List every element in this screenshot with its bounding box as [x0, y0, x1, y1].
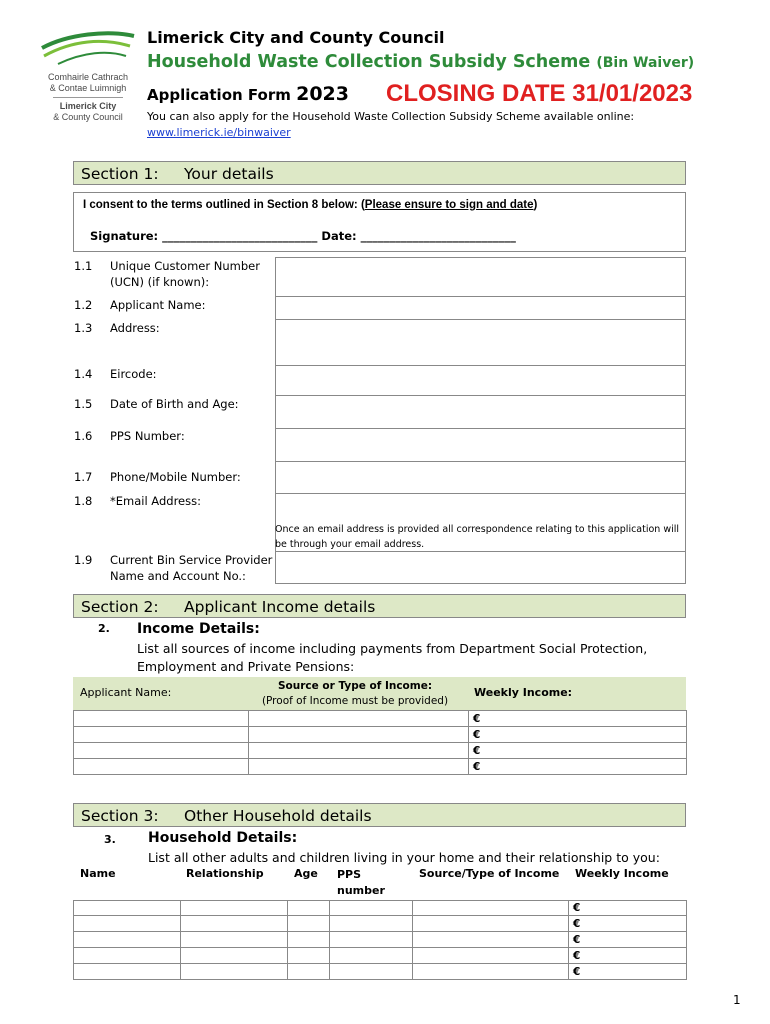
- bin-provider-label: [110, 552, 272, 584]
- bin-provider-input[interactable]: [275, 551, 686, 584]
- section1-number: Section 1:: [81, 165, 159, 183]
- table-cell[interactable]: €: [569, 948, 687, 964]
- field-number: 1.9: [74, 553, 93, 567]
- table-cell[interactable]: [330, 932, 413, 948]
- income-details-title: Income Details:: [137, 621, 260, 637]
- table-cell[interactable]: [288, 964, 330, 980]
- logo-text-english-1: Limerick City: [59, 101, 117, 111]
- section3-number: Section 3:: [81, 807, 159, 825]
- section3-header: [73, 803, 686, 827]
- table-row: [74, 964, 687, 980]
- address-input[interactable]: [275, 319, 686, 366]
- table-cell[interactable]: €: [569, 916, 687, 932]
- col-name: Name: [80, 867, 116, 880]
- col-age: Age: [294, 867, 318, 880]
- address-label: Address:: [110, 321, 160, 335]
- table-row: [74, 932, 687, 948]
- col-weekly: Weekly Income: [575, 867, 669, 880]
- table-cell[interactable]: [330, 964, 413, 980]
- table-cell[interactable]: [413, 916, 569, 932]
- table-cell[interactable]: [249, 759, 469, 775]
- table-cell[interactable]: [288, 901, 330, 916]
- table-row: [74, 948, 687, 964]
- table-cell[interactable]: [74, 932, 181, 948]
- table-cell[interactable]: [181, 948, 288, 964]
- email-label: *Email Address:: [110, 494, 201, 508]
- table-cell[interactable]: [330, 901, 413, 916]
- table-cell[interactable]: [288, 948, 330, 964]
- table-cell[interactable]: [74, 901, 181, 916]
- col-applicant-name: Applicant Name:: [80, 686, 172, 699]
- online-apply-text: You can also apply for the Household Waste Collection Subsidy Scheme available online:: [147, 110, 635, 123]
- table-cell[interactable]: [249, 743, 469, 759]
- field-number: 1.8: [74, 494, 93, 508]
- table-cell[interactable]: [74, 759, 249, 775]
- table-cell[interactable]: [181, 932, 288, 948]
- table-cell[interactable]: [74, 727, 249, 743]
- section1-title: Your details: [184, 165, 274, 183]
- table-row: [74, 916, 687, 932]
- income-description: List all sources of income including payments from Department Social Protection, Employment and Private Pensions:: [137, 641, 648, 674]
- table-cell[interactable]: [74, 743, 249, 759]
- council-name: Limerick City and County Council: [147, 28, 445, 47]
- dob-age-input[interactable]: [275, 395, 686, 429]
- field-number: 1.6: [74, 429, 93, 443]
- closing-date: CLOSING DATE 31/01/2023: [386, 80, 693, 107]
- consent-text: I consent to the terms outlined in Section 8 below: (: [83, 199, 365, 211]
- email-note: Once an email address is provided all correspondence relating to this application will be through your email address.: [275, 524, 680, 550]
- ucn-label-line1: Unique Customer Number: [110, 259, 260, 273]
- table-cell[interactable]: €: [469, 759, 687, 775]
- col-pps-number: PPS number: [337, 868, 385, 897]
- table-cell[interactable]: [249, 727, 469, 743]
- consent-statement: [83, 199, 537, 211]
- table-cell[interactable]: €: [569, 901, 687, 916]
- col-relationship: Relationship: [186, 867, 264, 880]
- phone-input[interactable]: [275, 461, 686, 494]
- form-year: 2023: [296, 83, 349, 105]
- scheme-subtitle: (Bin Waiver): [596, 55, 695, 71]
- table-row: [74, 759, 687, 775]
- income-item-number: 2.: [98, 622, 110, 635]
- pps-input[interactable]: [275, 428, 686, 462]
- household-details-title: Household Details:: [148, 830, 298, 846]
- table-cell[interactable]: [74, 711, 249, 727]
- table-cell[interactable]: €: [569, 964, 687, 980]
- col-source-note: (Proof of Income must be provided): [261, 695, 449, 707]
- phone-label: Phone/Mobile Number:: [110, 470, 241, 484]
- logo-text-irish-1: Comhairle Cathrach: [47, 72, 129, 82]
- table-cell[interactable]: €: [569, 932, 687, 948]
- table-cell[interactable]: [413, 901, 569, 916]
- table-cell[interactable]: [181, 901, 288, 916]
- table-cell[interactable]: [249, 711, 469, 727]
- ucn-label-line2: (UCN) (if known):: [110, 275, 210, 289]
- section2-header: [73, 594, 686, 618]
- table-cell[interactable]: [330, 916, 413, 932]
- logo-text-irish-2: & Contae Luimnigh: [49, 83, 127, 93]
- table-cell[interactable]: [413, 932, 569, 948]
- table-cell[interactable]: [74, 916, 181, 932]
- logo-divider: [53, 97, 123, 98]
- table-row: [74, 711, 687, 727]
- table-cell[interactable]: €: [469, 743, 687, 759]
- consent-close: ): [533, 199, 538, 211]
- field-number: 1.7: [74, 470, 93, 484]
- bin-provider-label-line2: Name and Account No.:: [110, 569, 246, 583]
- household-table: [73, 900, 687, 980]
- table-cell[interactable]: [181, 964, 288, 980]
- section2-number: Section 2:: [81, 598, 159, 616]
- council-logo: [38, 26, 138, 126]
- eircode-label: Eircode:: [110, 367, 157, 381]
- logo-text-english-2: & County Council: [53, 112, 123, 122]
- page-number: 1: [733, 993, 741, 1007]
- scheme-name: Household Waste Collection Subsidy Scheme: [147, 52, 591, 72]
- eircode-input[interactable]: [275, 365, 686, 396]
- col-source-title: Source or Type of Income:: [277, 680, 433, 692]
- section2-title: Applicant Income details: [184, 598, 376, 616]
- household-description: List all other adults and children living in your home and their relationship to you:: [148, 850, 660, 865]
- table-row: [74, 743, 687, 759]
- ucn-label: [110, 258, 260, 290]
- field-number: 1.1: [74, 259, 93, 273]
- field-number: 1.4: [74, 367, 93, 381]
- col-weekly-income: Weekly Income:: [474, 686, 573, 699]
- table-cell[interactable]: [74, 948, 181, 964]
- field-number: 1.5: [74, 397, 93, 411]
- table-cell[interactable]: [181, 916, 288, 932]
- table-cell[interactable]: [74, 964, 181, 980]
- household-item-number: 3.: [104, 833, 116, 846]
- ucn-input[interactable]: [275, 257, 686, 297]
- table-cell[interactable]: [288, 932, 330, 948]
- field-number: 1.2: [74, 298, 93, 312]
- application-form-title: [147, 83, 349, 105]
- scheme-title: [147, 52, 694, 72]
- table-cell[interactable]: [288, 916, 330, 932]
- applicant-name-label: Applicant Name:: [110, 298, 206, 312]
- table-row: [74, 727, 687, 743]
- form-label: Application Form: [147, 86, 291, 104]
- table-row: [74, 901, 687, 916]
- table-cell[interactable]: [330, 948, 413, 964]
- logo-swoosh-icon: [38, 26, 138, 68]
- col-source-type: Source/Type of Income: [419, 867, 560, 880]
- pps-label: PPS Number:: [110, 429, 185, 443]
- table-cell[interactable]: [413, 948, 569, 964]
- table-cell[interactable]: €: [469, 727, 687, 743]
- applicant-name-input[interactable]: [275, 296, 686, 320]
- bin-provider-label-line1: Current Bin Service Provider: [110, 553, 273, 567]
- col-source-income: [248, 679, 462, 709]
- section3-title: Other Household details: [184, 807, 372, 825]
- table-cell[interactable]: [413, 964, 569, 980]
- field-number: 1.3: [74, 321, 93, 335]
- consent-instruction: Please ensure to sign and date: [364, 199, 534, 211]
- table-cell[interactable]: €: [469, 711, 687, 727]
- section1-header: [73, 161, 686, 185]
- signature-date-line[interactable]: Signature: ___________________________ Date: ___________________________: [90, 229, 516, 243]
- income-table: [73, 710, 687, 775]
- dob-age-label: Date of Birth and Age:: [110, 397, 239, 411]
- binwaiver-link[interactable]: www.limerick.ie/binwaiver: [147, 126, 291, 139]
